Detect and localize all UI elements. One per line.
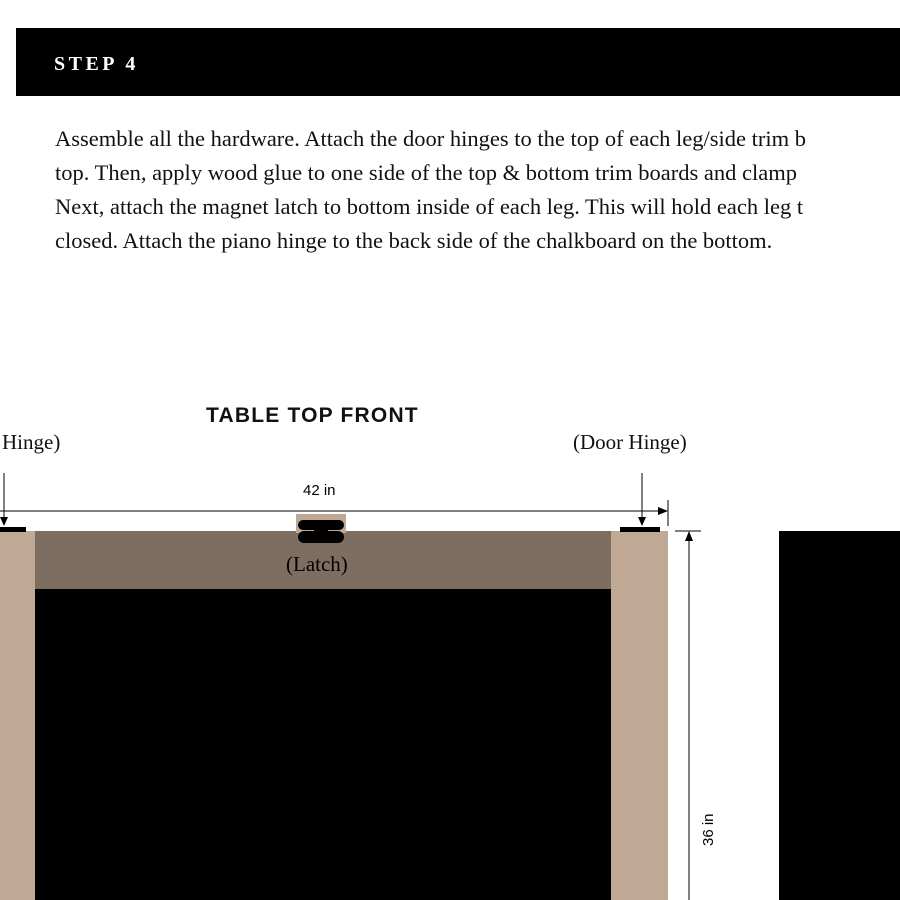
left-door-hinge [0,527,26,532]
instruction-line: top. Then, apply wood glue to one side of the top & bottom trim boards and clamp [55,160,797,185]
right-door-hinge [620,527,660,532]
step-title: STEP 4 [54,53,139,75]
height-dimension-label: 36 in [700,813,717,846]
left-hinge-arrow [0,473,8,526]
diagram-title: TABLE TOP FRONT [206,404,419,427]
left-leg [0,531,35,900]
latch-hardware [296,514,346,543]
left-hinge-label: Hinge) [2,430,61,454]
side-chalkboard-panel [779,531,900,900]
right-hinge-label: (Door Hinge) [573,430,687,454]
instruction-line: Next, attach the magnet latch to bottom inside of each leg. This will hold each leg t [55,194,804,219]
latch-label: (Latch) [286,552,348,576]
chalkboard-panel [35,589,611,900]
instruction-line: Assemble all the hardware. Attach the door hinges to the top of each leg/side trim b [55,126,807,151]
right-hinge-arrow [638,473,646,526]
height-dimension [675,531,701,900]
instruction-line: closed. Attach the piano hinge to the back side of the chalkboard on the bottom. [55,228,773,253]
right-leg [611,531,668,900]
width-dimension-label: 42 in [303,482,336,499]
